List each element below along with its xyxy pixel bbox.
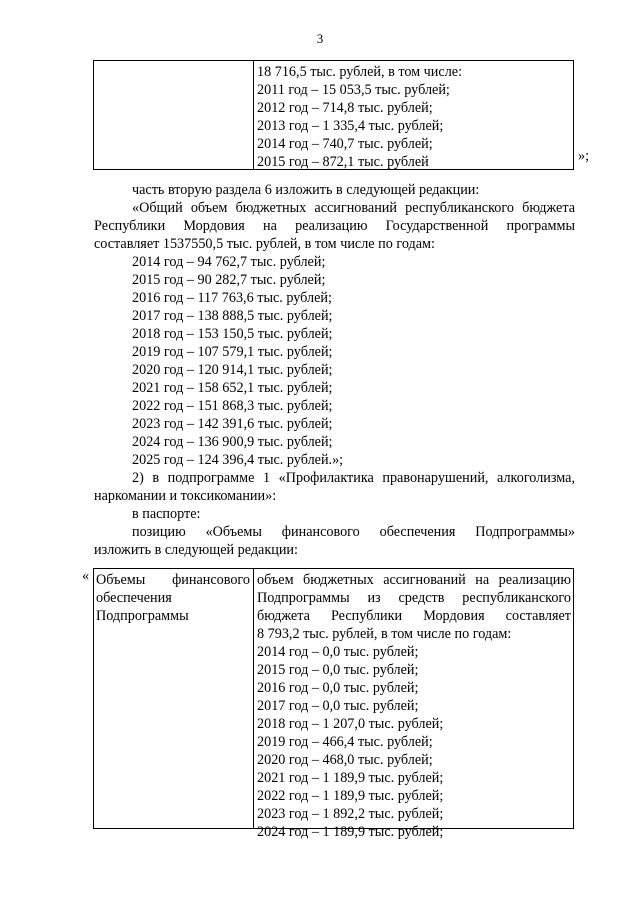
item-2-heading-cont: наркомании и токсикомании»: xyxy=(94,488,277,504)
table-line: обеспечения xyxy=(96,590,172,606)
table-left-cell xyxy=(96,571,250,625)
table-line: 2015 год – 872,1 тыс. рублей xyxy=(257,154,429,170)
table-line: 2013 год – 1 335,4 тыс. рублей; xyxy=(257,118,444,134)
year-line: 2019 год – 107 579,1 тыс. рублей; xyxy=(132,344,333,360)
year-line: 2025 год – 124 396,4 тыс. рублей.»; xyxy=(132,452,344,468)
table-line: 2022 год – 1 189,9 тыс. рублей; xyxy=(257,788,444,804)
table-line: 2016 год – 0,0 тыс. рублей; xyxy=(257,680,419,696)
table-line: 2017 год – 0,0 тыс. рублей; xyxy=(257,698,419,714)
table-line: Объемы финансового xyxy=(96,572,250,588)
year-line: 2016 год – 117 763,6 тыс. рублей; xyxy=(132,290,332,306)
table-line: 2014 год – 740,7 тыс. рублей; xyxy=(257,136,433,152)
table-right-cell xyxy=(257,63,462,171)
table-line: Подпрограммы xyxy=(96,608,189,624)
table-line: 2011 год – 15 053,5 тыс. рублей; xyxy=(257,82,450,98)
funding-table-continuation xyxy=(93,60,574,170)
quote-line: «Общий объем бюджетных ассигнований республиканского бюджета xyxy=(132,200,575,216)
passport-line: в паспорте: xyxy=(132,506,201,522)
table-line: бюджета Республики Мордовия составляет xyxy=(257,608,571,624)
table-opening-quote: « xyxy=(82,568,90,584)
year-line: 2024 год – 136 900,9 тыс. рублей; xyxy=(132,434,333,450)
table-line: 2012 год – 714,8 тыс. рублей; xyxy=(257,100,433,116)
table-column-divider xyxy=(253,569,254,828)
year-line: 2023 год – 142 391,6 тыс. рублей; xyxy=(132,416,333,432)
page-number: 3 xyxy=(316,31,324,46)
table-line: 2020 год – 468,0 тыс. рублей; xyxy=(257,752,433,768)
table-line: Подпрограммы из средств республиканского xyxy=(257,590,571,606)
table-line: 2024 год – 1 189,9 тыс. рублей; xyxy=(257,824,444,840)
year-line: 2017 год – 138 888,5 тыс. рублей; xyxy=(132,308,333,324)
table-right-cell xyxy=(257,571,571,841)
position-line: позицию «Объемы финансового обеспечения Подпрограммы» xyxy=(132,524,575,540)
table-line: 2014 год – 0,0 тыс. рублей; xyxy=(257,644,419,660)
table-line: 2018 год – 1 207,0 тыс. рублей; xyxy=(257,716,444,732)
intro-paragraph: часть вторую раздела 6 изложить в следующей редакции: xyxy=(132,182,480,198)
subprogram-funding-table xyxy=(93,568,574,840)
table-line: 2021 год – 1 189,9 тыс. рублей; xyxy=(257,770,444,786)
year-line: 2020 год – 120 914,1 тыс. рублей; xyxy=(132,362,333,378)
document-body xyxy=(94,181,575,559)
quote-line: Республики Мордовия на реализацию Государственной программы xyxy=(94,218,575,234)
table-line: 2015 год – 0,0 тыс. рублей; xyxy=(257,662,419,678)
table-column-divider xyxy=(253,61,254,169)
year-line: 2022 год – 151 868,3 тыс. рублей; xyxy=(132,398,333,414)
position-line-cont: изложить в следующей редакции: xyxy=(94,542,298,558)
table-line: 8 793,2 тыс. рублей, в том числе по годам: xyxy=(257,626,512,642)
quote-line: составляет 1537550,5 тыс. рублей, в том числе по годам: xyxy=(94,236,435,252)
table-line: 2019 год – 466,4 тыс. рублей; xyxy=(257,734,433,750)
year-line: 2015 год – 90 282,7 тыс. рублей; xyxy=(132,272,326,288)
year-line: 2021 год – 158 652,1 тыс. рублей; xyxy=(132,380,333,396)
year-line: 2018 год – 153 150,5 тыс. рублей; xyxy=(132,326,333,342)
table-line: 2023 год – 1 892,2 тыс. рублей; xyxy=(257,806,444,822)
year-line: 2014 год – 94 762,7 тыс. рублей; xyxy=(132,254,326,270)
table-closing-quote: »; xyxy=(578,148,590,164)
table-line: объем бюджетных ассигнований на реализацию xyxy=(257,572,571,588)
item-2-heading: 2) в подпрограмме 1 «Профилактика правонарушений, алкоголизма, xyxy=(132,470,575,486)
table-line: 18 716,5 тыс. рублей, в том числе: xyxy=(257,64,463,80)
